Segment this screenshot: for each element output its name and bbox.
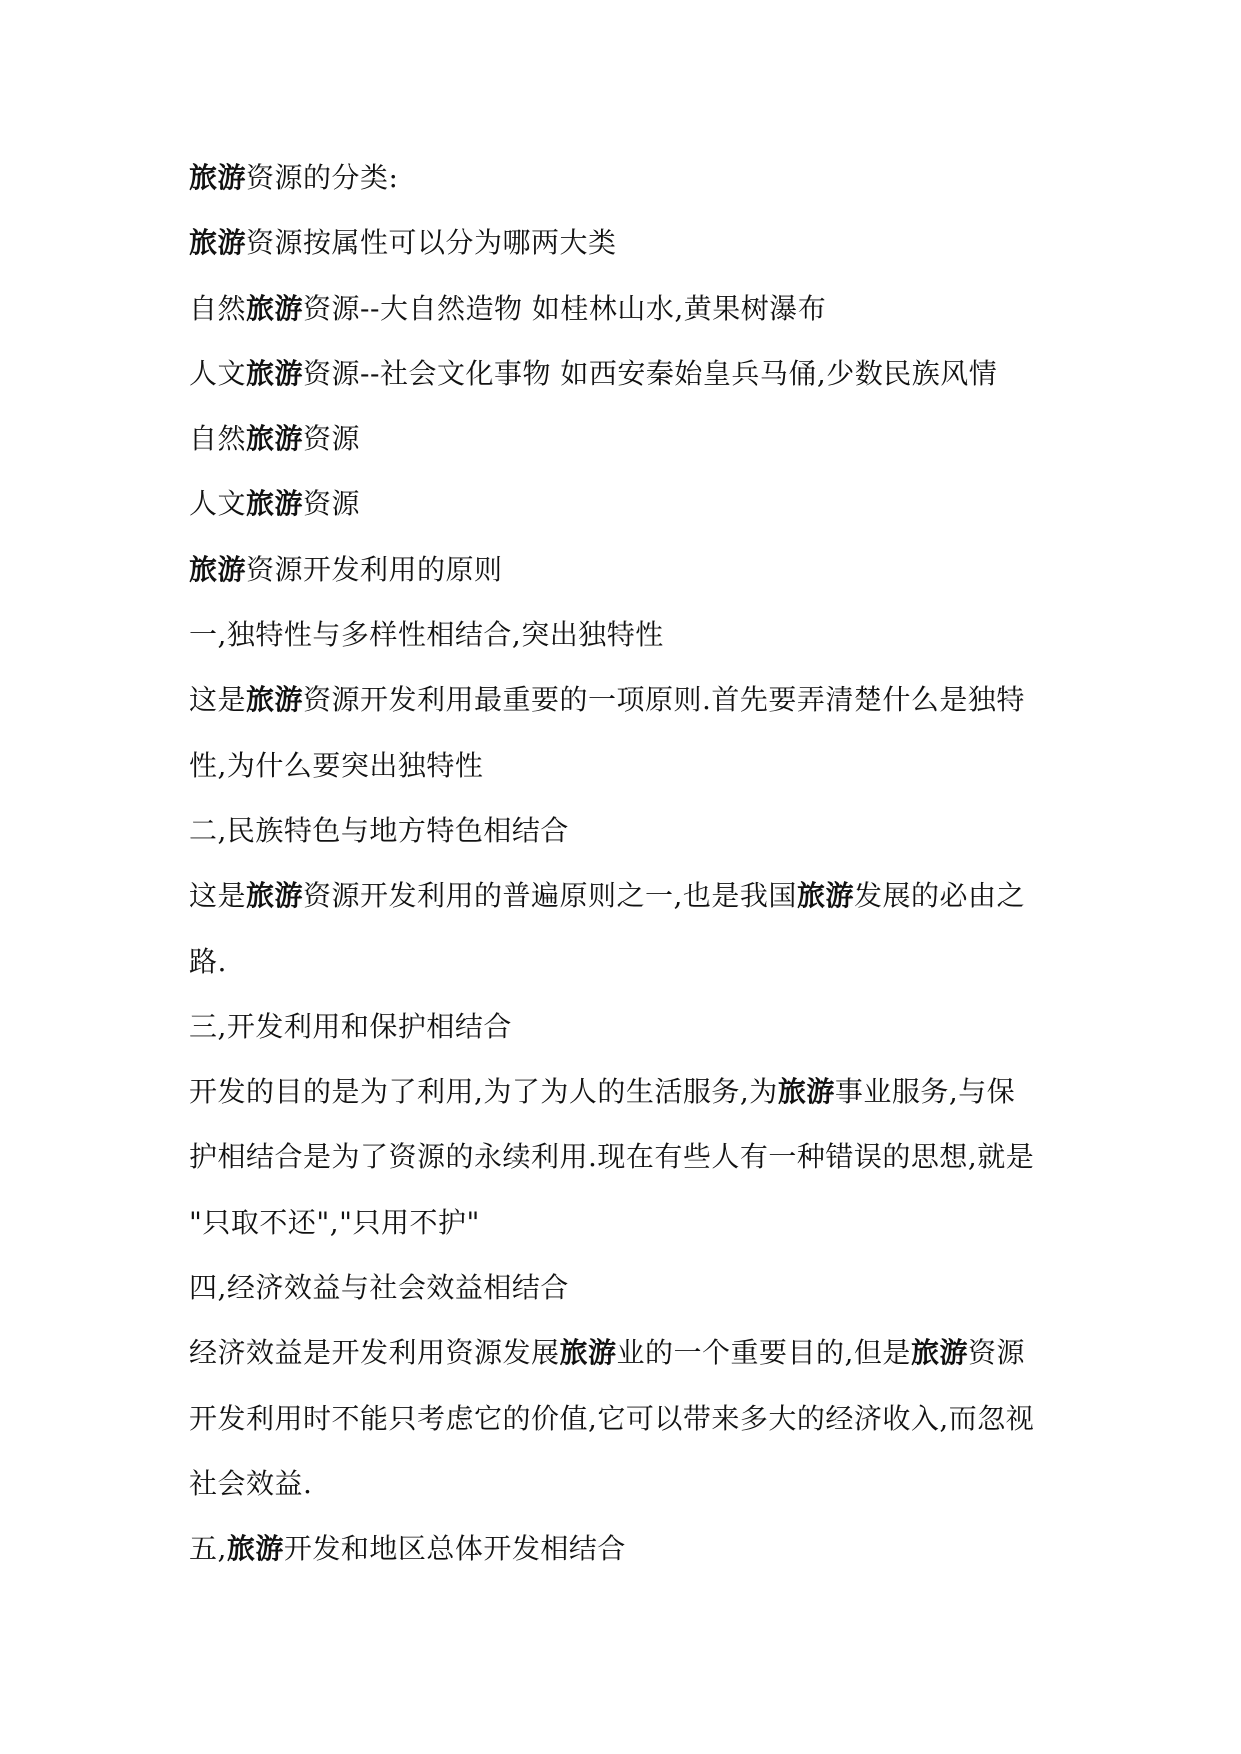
text-run: 这是	[189, 683, 247, 717]
text-line	[189, 1462, 1069, 1527]
bold-keyword: 旅游	[559, 1336, 617, 1370]
bold-keyword: 旅游	[226, 1532, 284, 1566]
text-run: 资源	[967, 1336, 1025, 1370]
bold-keyword: 旅游	[246, 356, 304, 390]
text-run: 开发利用时不能只考虑它的价值,它可以带来多大的经济收入,而忽视	[189, 1401, 1035, 1435]
text-run: 这是	[189, 879, 247, 913]
text-run: "只取不还","只用不护"	[189, 1205, 480, 1239]
text-line	[189, 613, 1069, 678]
text-run: 人文	[189, 356, 247, 390]
text-run: 资源开发利用的原则	[246, 552, 503, 586]
text-run: 路.	[189, 944, 227, 978]
text-line	[189, 874, 1069, 939]
text-line	[189, 1266, 1069, 1331]
text-run: 自然	[189, 422, 247, 456]
text-run: 资源开发利用最重要的一项原则.首先要弄清楚什么是独特	[303, 683, 1025, 717]
bold-keyword: 旅游	[777, 1075, 835, 1109]
text-run: 资源开发利用的普遍原则之一,也是我国	[303, 879, 797, 913]
document-body	[189, 156, 1069, 1593]
text-line	[189, 1005, 1069, 1070]
text-run: 一,独特性与多样性相结合,突出独特性	[189, 618, 664, 652]
text-line	[189, 482, 1069, 547]
text-run: 资源的分类:	[246, 161, 399, 194]
text-line	[189, 548, 1069, 613]
text-line	[189, 678, 1069, 743]
text-run: 性,为什么要突出独特性	[189, 748, 484, 782]
text-run: 开发的目的是为了利用,为了为人的生活服务,为	[189, 1075, 778, 1109]
text-run: 资源--大自然造物 如桂林山水,黄果树瀑布	[303, 291, 827, 325]
text-run: 护相结合是为了资源的永续利用.现在有些人有一种错误的思想,就是	[189, 1140, 1035, 1174]
text-line	[189, 744, 1069, 809]
text-line	[189, 809, 1069, 874]
bold-keyword: 旅游	[189, 161, 247, 194]
text-line	[189, 1135, 1069, 1200]
bold-keyword: 旅游	[246, 683, 304, 717]
text-line	[189, 352, 1069, 417]
text-run: 二,民族特色与地方特色相结合	[189, 813, 569, 847]
bold-keyword: 旅游	[189, 552, 247, 586]
text-line	[189, 221, 1069, 286]
text-run: 经济效益是开发利用资源发展	[189, 1336, 560, 1370]
text-line	[189, 1331, 1069, 1396]
text-line	[189, 1397, 1069, 1462]
text-line	[189, 1527, 1069, 1592]
text-line	[189, 1201, 1069, 1266]
bold-keyword: 旅游	[246, 422, 304, 456]
text-run: 开发和地区总体开发相结合	[283, 1532, 626, 1566]
bold-keyword: 旅游	[189, 226, 247, 260]
text-run: 四,经济效益与社会效益相结合	[189, 1271, 569, 1305]
text-line	[189, 156, 1069, 221]
text-run: 社会效益.	[189, 1466, 313, 1500]
text-run: 资源--社会文化事物 如西安秦始皇兵马俑,少数民族风情	[303, 356, 998, 390]
text-run: 资源	[303, 487, 361, 521]
text-run: 发展的必由之	[853, 879, 1025, 913]
text-run: 人文	[189, 487, 247, 521]
bold-keyword: 旅游	[246, 291, 304, 325]
text-line	[189, 940, 1069, 1005]
text-run: 资源按属性可以分为哪两大类	[246, 226, 617, 260]
text-line	[189, 287, 1069, 352]
bold-keyword: 旅游	[910, 1336, 968, 1370]
text-run: 三,开发利用和保护相结合	[189, 1009, 512, 1043]
text-run: 五,	[189, 1532, 227, 1566]
text-run: 事业服务,与保	[834, 1075, 1016, 1109]
bold-keyword: 旅游	[246, 487, 304, 521]
bold-keyword: 旅游	[246, 879, 304, 913]
text-line	[189, 417, 1069, 482]
text-run: 业的一个重要目的,但是	[616, 1336, 911, 1370]
text-run: 资源	[303, 422, 361, 456]
text-line	[189, 1070, 1069, 1135]
text-run: 自然	[189, 291, 247, 325]
bold-keyword: 旅游	[796, 879, 854, 913]
